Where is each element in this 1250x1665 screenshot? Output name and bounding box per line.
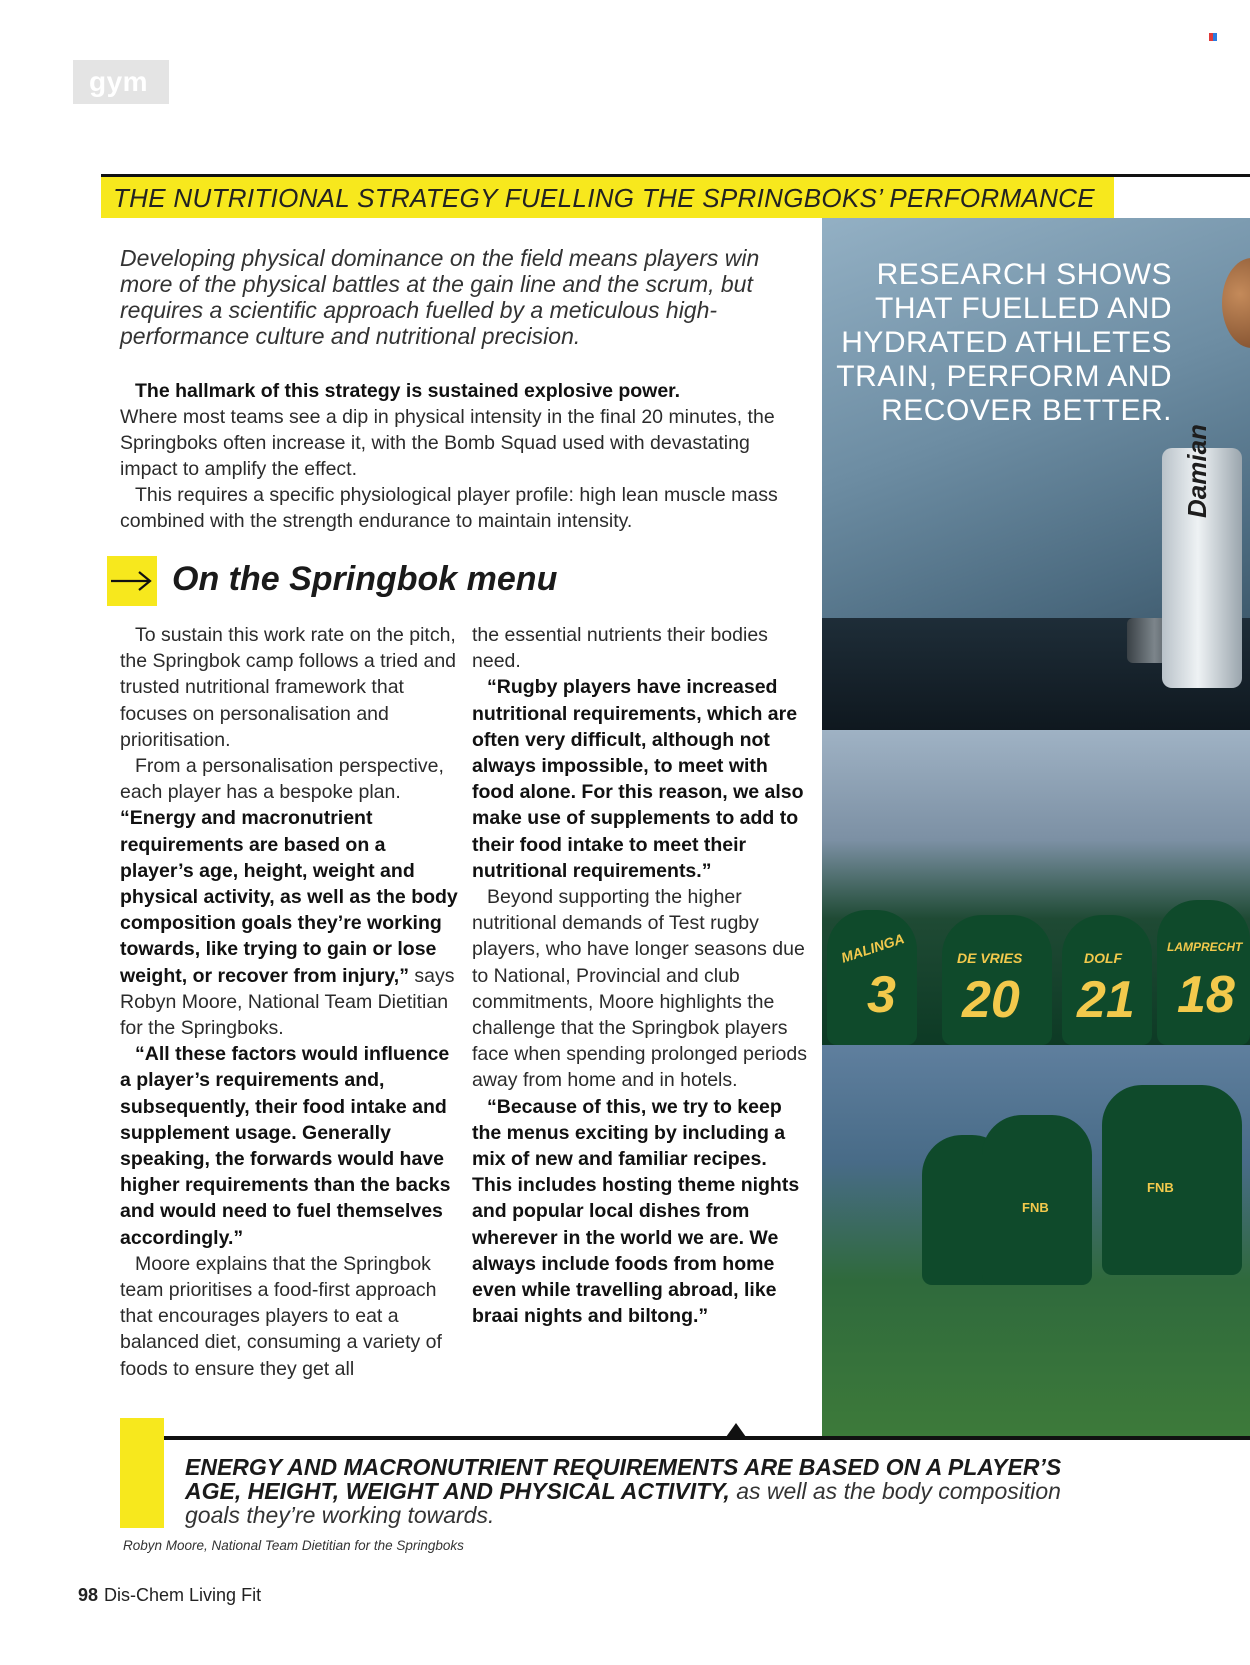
sponsor-logo: FNB (1022, 1200, 1049, 1215)
team-celebration-photo (822, 730, 1250, 1045)
water-bottle-image (1162, 424, 1242, 688)
photo-panel (822, 218, 1250, 1438)
pull-quote-rule (120, 1436, 1250, 1440)
hallmark-paragraph (120, 378, 780, 482)
article-headline: THE NUTRITIONAL STRATEGY FUELLING THE SPRINGBOKS’ PERFORMANCE (113, 183, 1095, 213)
rugby-ball-image (1222, 258, 1250, 348)
column-right (472, 622, 810, 1329)
page-number: 98 (78, 1585, 99, 1605)
pull-quote-bar (120, 1418, 164, 1528)
arrow-right-icon (109, 568, 155, 594)
brand-mark (1209, 33, 1217, 41)
jersey-number: 3 (867, 966, 896, 1024)
col2-paragraph-4: “Because of this, we try to keep the menus exciting by including a mix of new and familiar recipes. This includes hosting theme nights and popular local dishes from wherever in the world we are. We always include foods from home even while travelling abroad, like braai nights and biltong.” (472, 1095, 800, 1328)
section-tag: gym (73, 60, 169, 104)
menu-arrow-box (107, 556, 157, 606)
requires-paragraph: This requires a specific physiological player profile: high lean muscle mass combined with the strength endurance to maintain intensity. (120, 484, 778, 532)
column-left (120, 622, 458, 1382)
col1-p2-quote: “Energy and macronutrient requirements are based on a player’s age, height, weight and physical activity, as well as the body composition goals they’re working towards, like trying to gain or lose weight, or recover from injury,” (120, 807, 458, 987)
publication-name: Dis-Chem Living Fit (104, 1585, 262, 1605)
jersey-name: MALINGA (839, 930, 907, 966)
sidebar-callout: RESEARCH SHOWS THAT FUELLED AND HYDRATED ATHLETES TRAIN, PERFORM AND RECOVER BETTER. (836, 258, 1172, 427)
col1-paragraph-4: Moore explains that the Springbok team prioritises a food-first approach that encourages players to eat a balanced diet, consuming a variety of foods to ensure they get all (120, 1252, 442, 1380)
jersey-name: DE VRIES (957, 950, 1023, 966)
col1-paragraph-1: To sustain this work rate on the pitch, the Springbok camp follows a tried and trusted nutritional framework that focuses on personalisation and prioritisation. (120, 624, 457, 751)
col1-p2-tail: says Robyn Moore, National Team Dietitian for the Springboks. (120, 964, 455, 1040)
bottle-brand: Damian (1182, 424, 1212, 518)
col2-paragraph-3: Beyond supporting the higher nutritional demands of Test rugby players, who have longer seasons due to National, Provincial and club commitments, Moore highlights the challenge that the Springbok players face when spending prolonged periods away from home and in hotels. (472, 886, 807, 1092)
sponsor-logo: FNB (1147, 1180, 1174, 1195)
hallmark-body: Where most teams see a dip in physical intensity in the final 20 minutes, the Springboks often increase it, with the Bomb Squad used with devastating impact to amplify the effect. (120, 406, 775, 480)
page-footer (78, 1585, 261, 1606)
col2-paragraph-2: “Rugby players have increased nutritional requirements, which are often very difficult, although not always impossible, to meet with food alone. For this reason, we also make use of supplements to add to their food intake to meet their nutritional requirements.” (472, 676, 804, 882)
pull-quote-pointer (726, 1423, 746, 1437)
section-heading: On the Springbok menu (172, 560, 558, 598)
match-action-photo (822, 1045, 1250, 1438)
headline-band (101, 177, 1114, 218)
pull-quote-attribution: Robyn Moore, National Team Dietitian for the Springboks (123, 1538, 464, 1553)
intro-standfirst (120, 245, 780, 349)
jersey-name: LAMPRECHT (1167, 940, 1243, 954)
col1-paragraph-2 (120, 753, 458, 1041)
bottle-photo (822, 218, 1250, 730)
jersey-number: 20 (962, 971, 1020, 1029)
hallmark-lead: The hallmark of this strategy is sustained explosive power. (135, 380, 681, 402)
pull-quote-strong: ENERGY AND MACRONUTRIENT REQUIREMENTS ARE BASED ON A PLAYER’S AGE, HEIGHT, WEIGHT AND PHYSICAL ACTIVITY, (185, 1454, 1062, 1504)
intro-text: Developing physical dominance on the field means players win more of the physical battles at the gain line and the scrum, but requires a scientific approach fuelled by a meticulous high-performance culture and nutritional precision. (120, 245, 760, 349)
pull-quote-rest: as well as the body composition goals they’re working towards. (185, 1478, 1061, 1528)
col1-p2-plain: From a personalisation perspective, each player has a bespoke plan. (120, 755, 444, 804)
jersey-number: 21 (1077, 971, 1135, 1029)
pull-quote (185, 1455, 1105, 1527)
col2-paragraph-1: the essential nutrients their bodies need. (472, 624, 768, 673)
col1-paragraph-3: “All these factors would influence a player’s requirements and, subsequently, their food intake and supplement usage. Generally speaking, the forwards would have higher requirements than the backs and would need to fuel themselves accordingly.” (120, 1043, 451, 1249)
jersey-number: 18 (1177, 966, 1235, 1024)
jersey-name: DOLF (1084, 950, 1123, 966)
